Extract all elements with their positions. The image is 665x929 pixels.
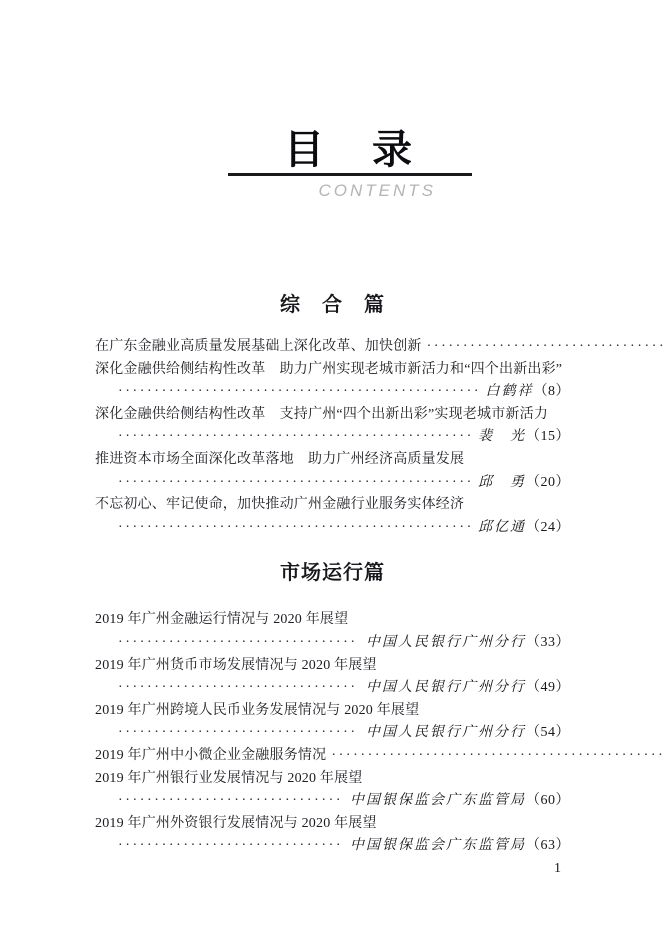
entry-page-number: （20） — [526, 474, 570, 490]
toc-sections — [95, 293, 570, 858]
entry-author: 白鹤祥 — [485, 384, 534, 400]
toc-entry — [95, 404, 570, 449]
entry-leader-row — [331, 745, 665, 768]
page-title: 目 录 — [284, 127, 416, 172]
entry-title: 2019 年广州银行业发展情况与 2020 年展望 — [95, 770, 363, 786]
toc-entry — [95, 700, 570, 745]
dot-leader — [118, 517, 470, 540]
entry-title: 2019 年广州跨境人民币业务发展情况与 2020 年展望 — [95, 702, 420, 718]
dot-leader — [118, 472, 470, 495]
entry-title: 2019 年广州货币市场发展情况与 2020 年展望 — [95, 657, 377, 673]
dot-leader — [118, 677, 358, 700]
entry-title: 推进资本市场全面深化改革落地 助力广州经济高质量发展 — [95, 451, 465, 467]
entry-title: 2019 年广州外资银行发展情况与 2020 年展望 — [95, 815, 377, 831]
toc-entry — [95, 655, 570, 700]
entry-leader-row — [95, 677, 570, 700]
section-items — [95, 609, 570, 858]
entry-page-number: （8） — [533, 384, 570, 400]
entry-title: 不忘初心、牢记使命，加快推动广州金融行业服务实体经济 — [95, 497, 465, 513]
entry-author: 裴 光 — [478, 429, 526, 445]
page-number: 1 — [554, 860, 561, 876]
entry-page-number: （63） — [526, 838, 570, 854]
dot-leader — [118, 381, 478, 404]
toc-entry — [95, 768, 570, 813]
section-heading: 市场运行篇 — [280, 562, 385, 585]
entry-author: 中国银保监会广东监管局 — [350, 793, 526, 809]
toc-section — [95, 293, 570, 539]
entry-page-number: （54） — [526, 725, 570, 741]
toc-entry — [95, 745, 570, 768]
entry-author: 中国人民银行广州分行 — [366, 725, 526, 741]
dot-leader — [118, 790, 342, 813]
section-items — [95, 336, 570, 539]
entry-title: 深化金融供给侧结构性改革 支持广州“四个出新出彩”实现老城市新活力 — [95, 406, 549, 422]
toc-entry — [95, 609, 570, 654]
entry-leader-row — [95, 381, 570, 404]
toc-entry — [95, 336, 570, 359]
toc-section — [95, 561, 570, 858]
dot-leader — [331, 745, 665, 768]
entry-leader-row — [427, 336, 665, 359]
dot-leader — [118, 426, 470, 449]
entry-page-number: （49） — [526, 680, 570, 696]
entry-leader-row — [95, 722, 570, 745]
entry-author: 中国银保监会广东监管局 — [350, 838, 526, 854]
title-rule — [228, 173, 472, 176]
entry-author: 邱亿通 — [478, 519, 526, 535]
toc-header — [228, 128, 472, 201]
entry-leader-row — [95, 426, 570, 449]
toc-entry — [95, 813, 570, 858]
page-subtitle: CONTENTS — [318, 181, 436, 200]
entry-leader-row — [95, 472, 570, 495]
entry-author: 中国人民银行广州分行 — [366, 634, 526, 650]
entry-leader-row — [95, 835, 570, 858]
entry-page-number: （60） — [526, 793, 570, 809]
entry-leader-row — [95, 632, 570, 655]
dot-leader — [118, 835, 342, 858]
entry-title: 2019 年广州金融运行情况与 2020 年展望 — [95, 612, 349, 628]
entry-title: 深化金融供给侧结构性改革 助力广州实现老城市新活力和“四个出新出彩” — [95, 361, 563, 377]
toc-entry — [95, 359, 570, 404]
entry-title: 在广东金融业高质量发展基础上深化改革、加快创新 — [95, 339, 422, 354]
dot-leader — [118, 632, 358, 655]
entry-author: 中国人民银行广州分行 — [366, 680, 526, 696]
entry-page-number: （33） — [526, 634, 570, 650]
dot-leader — [118, 722, 358, 745]
section-heading: 综 合 篇 — [280, 294, 385, 316]
dot-leader — [427, 336, 665, 359]
entry-leader-row — [95, 517, 570, 540]
entry-page-number: （24） — [526, 519, 570, 535]
entry-title: 2019 年广州中小微企业金融服务情况 — [95, 747, 327, 763]
toc-entry — [95, 449, 570, 494]
entry-author: 邱 勇 — [478, 474, 526, 490]
entry-page-number: （15） — [526, 429, 570, 445]
toc-entry — [95, 494, 570, 539]
entry-leader-row — [95, 790, 570, 813]
